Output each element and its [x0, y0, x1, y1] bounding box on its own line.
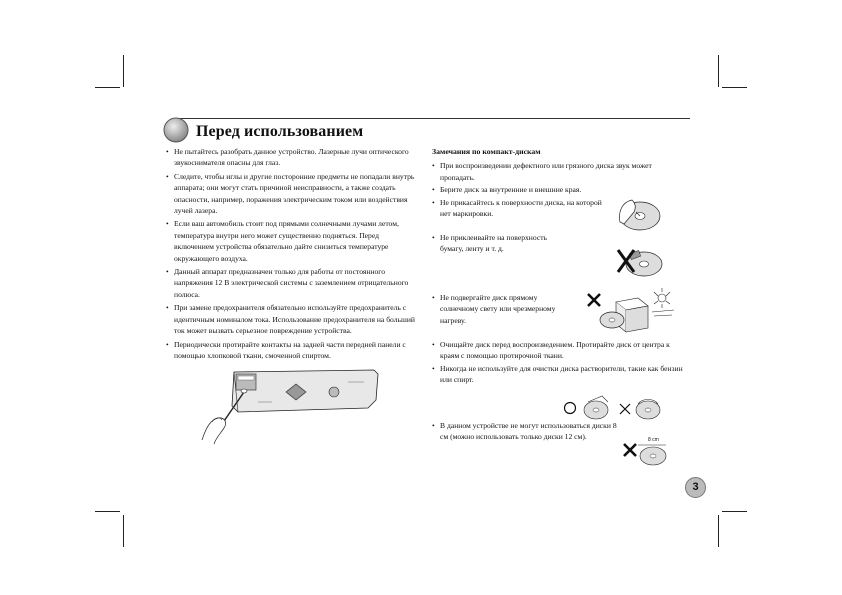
page-number: 3	[685, 477, 706, 498]
list-item: • Никогда не используйте для очистки диска растворители, такие как бензин или спирт.	[432, 363, 686, 386]
page-title: Перед использованием	[196, 123, 364, 140]
list-item: • При замене предохранителя обязательно используйте предохранитель с идентичным номиналом тока. Использование предохранителя на больший ток может вызвать серьезное повреждение устройства.	[166, 302, 420, 336]
list-item: • Не подвергайте диск прямому солнечному свету или чрезмерному нагреву.	[432, 292, 558, 326]
list-item: • Следите, чтобы иглы и другие посторонние предметы не попадали внутрь аппарата; они могут стать причиной неисправности, а также создать опасности, например, поражения электрическим током или воздействия лучей лазера.	[166, 171, 420, 217]
size-label: 8 cm	[648, 437, 659, 443]
list-item: • Не прикасайтесь к поверхности диска, на которой нет маркировки.	[432, 197, 610, 220]
disc-8cm-illustration	[622, 436, 672, 477]
notes-title: Замечания по компакт-дискам	[432, 147, 541, 156]
crop-mark	[123, 515, 124, 547]
list-item: • Берите диск за внутренние и внешние края.	[432, 184, 686, 195]
crop-mark	[718, 55, 719, 87]
list-item: • Если ваш автомобиль стоит под прямыми солнечными лучами летом, температура внутри него может существенно подняться. Перед включением устройства обязательно дайте снизиться температуре окружающего воздуха.	[166, 218, 420, 264]
crop-mark	[722, 87, 747, 88]
right-bullets-mid	[432, 339, 686, 388]
faceplate-cleaning-illustration	[198, 362, 388, 452]
left-column	[166, 146, 420, 363]
list-item: • Не пытайтесь разобрать данное устройство. Лазерные лучи оптического звукоснимателя опасны для глаз.	[166, 146, 420, 169]
crop-mark	[95, 511, 120, 512]
disc-sun-illustration	[586, 288, 678, 343]
crop-mark	[123, 55, 124, 87]
disc-hold-illustration	[614, 192, 664, 241]
crop-mark	[718, 515, 719, 547]
title-rule	[176, 118, 690, 119]
title-circle-icon	[163, 116, 191, 149]
list-item: • В данном устройстве не могут использоваться диски 8 см (можно использовать только диски 12 см).	[432, 420, 622, 443]
list-item: • Данный аппарат предназначен только для работы от постоянного напряжения 12 В электрической системы с заземлением отрицательного полюса.	[166, 266, 420, 300]
disc-no-tape-illustration	[614, 246, 664, 285]
crop-mark	[722, 511, 747, 512]
crop-mark	[95, 87, 120, 88]
list-item: • Периодически протирайте контакты на задней части передней панели с помощью хлопковой ткани, смоченной спиртом.	[166, 339, 420, 362]
list-item: • Очищайте диск перед воспроизведением. Протирайте диск от центра к краям с помощью протирочной ткани.	[432, 339, 686, 362]
list-item: • Не приклеивайте на поверхность бумагу, ленту и т. д.	[432, 232, 560, 255]
list-item: • При воспроизведении дефектного или грязного диска звук может пропадать.	[432, 160, 686, 183]
